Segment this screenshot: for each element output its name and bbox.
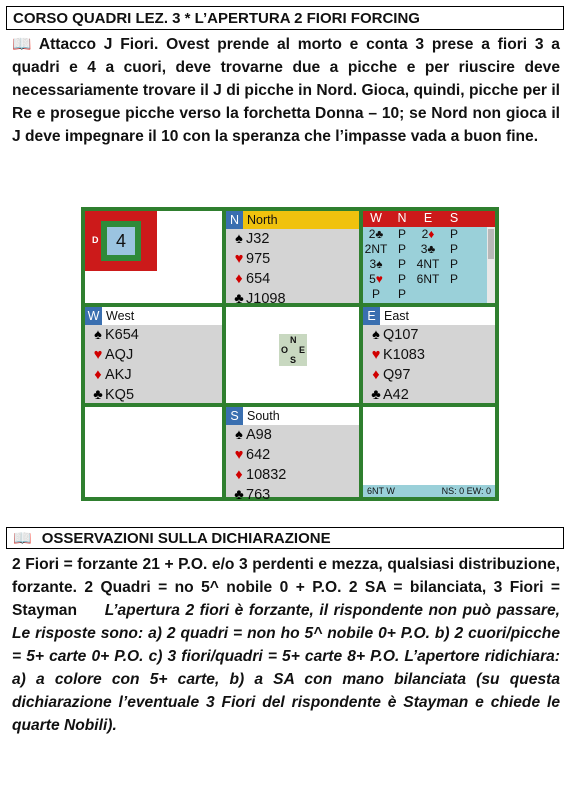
auction-row bbox=[363, 287, 495, 302]
south-seat-badge: S bbox=[226, 407, 243, 425]
spade-icon: ♠ bbox=[235, 427, 243, 443]
auction-row bbox=[363, 227, 495, 242]
west-hand bbox=[85, 307, 222, 403]
auction-bid: P bbox=[397, 272, 406, 286]
east-hand bbox=[363, 307, 495, 403]
south-hearts: ♥ 642 bbox=[226, 445, 359, 465]
east-hearts: ♥ K1083 bbox=[363, 345, 495, 365]
south-name: South bbox=[243, 407, 359, 425]
auction-body bbox=[363, 227, 495, 302]
north-seat-badge: N bbox=[226, 211, 243, 229]
south-diamonds: ♦ 10832 bbox=[226, 465, 359, 485]
auction-header bbox=[363, 211, 495, 227]
auction-bid bbox=[441, 287, 467, 302]
dealer-cell bbox=[85, 211, 222, 303]
intro-text: Attacco J Fiori. Ovest prende al morto e conta 3 prese a fiori 3 a quadri e 4 a cuori, deve trovarne due a picche e per riuscire deve necessariamente trovare il J di picche in Nord. Gioca, quindi, picche per il Re e prosegue picche verso la forchetta Donna – 10; se Nord non gioca il J deve impegnare il 10 con la speranza che l’impasse vada a buon fine. bbox=[12, 36, 560, 145]
auction-bid: P bbox=[449, 242, 458, 256]
auction-bid: 2♣ bbox=[368, 227, 384, 241]
result-cell bbox=[363, 407, 495, 497]
spade-icon: ♠ bbox=[94, 327, 102, 343]
east-seat-badge: E bbox=[363, 307, 380, 325]
table-center bbox=[226, 307, 359, 403]
spade-icon: ♠ bbox=[372, 327, 380, 343]
south-clubs: ♣ 763 bbox=[226, 485, 359, 505]
east-spades: ♠ Q107 bbox=[363, 325, 495, 345]
auction-header-cell: S bbox=[449, 211, 459, 225]
board-number: 4 bbox=[107, 227, 135, 255]
observations-italic-text: L’apertura 2 fiori è forzante, il rispondente non può passare, Le risposte sono: a) 2 quadri = non ho 5^ nobile 0+ P.O. b) 2 cuori/picche = 5+ carte 0+ P.O. c) 3 fiori/quadri = 5+ carte 8+ P.O. L’apertore ridichiara: a) a colore con 5+ carte, b) a SA con mano bilanciata (su questa dichiarazione l’eventuale 3 Fiori del rispondente è Stayman e chiede le quarte Nobili). bbox=[12, 602, 560, 734]
auction-bid: P bbox=[397, 257, 406, 271]
auction-row bbox=[363, 242, 495, 257]
auction-bid: 5♥ bbox=[369, 272, 383, 286]
auction-bid: 6NT bbox=[416, 272, 440, 286]
auction-scrollbar[interactable] bbox=[487, 227, 495, 303]
heart-icon: ♥ bbox=[234, 251, 244, 267]
west-clubs: ♣ KQ5 bbox=[85, 385, 222, 405]
diamond-icon: ♦ bbox=[235, 467, 243, 483]
north-spades: ♠ J32 bbox=[226, 229, 359, 249]
page-title: CORSO QUADRI LEZ. 3 * L’APERTURA 2 FIORI FORCING bbox=[6, 6, 564, 30]
diamond-icon: ♦ bbox=[372, 367, 380, 383]
auction-bid: 2NT bbox=[364, 242, 388, 256]
auction-bid: P bbox=[397, 227, 406, 241]
east-diamonds: ♦ Q97 bbox=[363, 365, 495, 385]
heart-icon: ♥ bbox=[371, 347, 381, 363]
diamond-icon: ♦ bbox=[94, 367, 102, 383]
empty-cell bbox=[85, 407, 222, 497]
auction-bid: P bbox=[397, 242, 406, 256]
club-icon: ♣ bbox=[234, 487, 244, 503]
observations-text: 2 Fiori = forzante 21 + P.O. e/o 3 perdenti e mezza, qualsiasi distribuzione, forzante. 2 Quadri = no 5^ nobile 0 + P.O. 2 SA = bilanciata, 3 Fiori = Stayman bbox=[12, 556, 560, 619]
club-icon: ♣ bbox=[371, 387, 381, 403]
auction-header-cell: W bbox=[370, 211, 382, 225]
section-title-text: OSSERVAZIONI SULLA DICHIARAZIONE bbox=[41, 529, 331, 547]
north-hand bbox=[226, 211, 359, 307]
auction-panel bbox=[363, 211, 495, 303]
auction-bid: 4NT bbox=[416, 257, 440, 271]
club-icon: ♣ bbox=[93, 387, 103, 403]
auction-header-cell: E bbox=[423, 211, 433, 225]
intro-paragraph bbox=[12, 33, 560, 148]
north-clubs: ♣ J1098 bbox=[226, 289, 359, 309]
bridge-board bbox=[81, 207, 499, 501]
north-name: North bbox=[243, 211, 359, 229]
dealer-badge bbox=[85, 211, 157, 271]
auction-bid: P bbox=[449, 227, 458, 241]
open-book-icon: 📖 bbox=[12, 36, 35, 53]
heart-icon: ♥ bbox=[93, 347, 103, 363]
north-hearts: ♥ 975 bbox=[226, 249, 359, 269]
auction-bid: P bbox=[371, 287, 380, 301]
auction-bid bbox=[415, 287, 441, 302]
east-name: East bbox=[380, 307, 495, 325]
west-spades: ♠ K654 bbox=[85, 325, 222, 345]
south-hand bbox=[226, 407, 359, 503]
east-clubs: ♣ A42 bbox=[363, 385, 495, 405]
auction-row bbox=[363, 272, 495, 287]
auction-header-cell: N bbox=[397, 211, 407, 225]
heart-icon: ♥ bbox=[234, 447, 244, 463]
west-seat-badge: W bbox=[85, 307, 102, 325]
status-bar bbox=[363, 485, 495, 497]
north-diamonds: ♦ 654 bbox=[226, 269, 359, 289]
club-icon: ♣ bbox=[234, 291, 244, 307]
west-name: West bbox=[102, 307, 222, 325]
auction-row bbox=[363, 257, 495, 272]
auction-bid: P bbox=[449, 257, 458, 271]
auction-bid: P bbox=[449, 272, 458, 286]
auction-bid: 3♠ bbox=[369, 257, 383, 271]
observations-paragraph bbox=[12, 553, 560, 737]
auction-bid: P bbox=[397, 287, 406, 301]
auction-bid: 2♦ bbox=[421, 227, 435, 241]
diamond-icon: ♦ bbox=[235, 271, 243, 287]
score-text: NS: 0 EW: 0 bbox=[441, 486, 491, 496]
dealer-label: D bbox=[92, 235, 99, 245]
spade-icon: ♠ bbox=[235, 231, 243, 247]
contract-text: 6NT W bbox=[367, 486, 395, 496]
compass-icon: N O E S bbox=[281, 335, 306, 365]
section-title bbox=[6, 527, 564, 549]
auction-bid: 3♣ bbox=[420, 242, 436, 256]
west-hearts: ♥ AQJ bbox=[85, 345, 222, 365]
south-spades: ♠ A98 bbox=[226, 425, 359, 445]
west-diamonds: ♦ AKJ bbox=[85, 365, 222, 385]
open-book-icon: 📖 bbox=[13, 530, 32, 547]
